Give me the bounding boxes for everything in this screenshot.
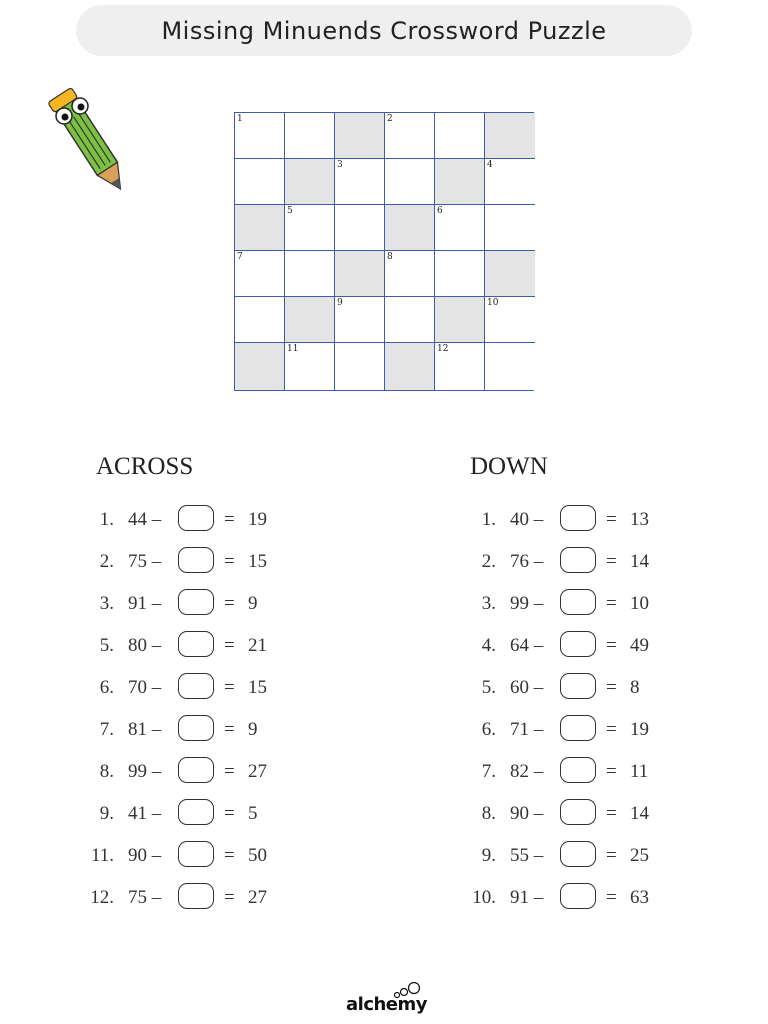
clue-minuend-expression: 44 –	[128, 509, 162, 530]
grid-cell[interactable]	[435, 251, 485, 297]
answer-box[interactable]	[560, 757, 596, 783]
answer-box[interactable]	[178, 715, 214, 741]
clue-minuend-expression: 90 –	[510, 803, 544, 824]
answer-box[interactable]	[178, 799, 214, 825]
answer-box[interactable]	[560, 631, 596, 657]
down-clue	[462, 505, 702, 533]
grid-cell[interactable]	[435, 205, 485, 251]
answer-box[interactable]	[560, 841, 596, 867]
across-clue	[80, 631, 320, 659]
clue-result: 27	[248, 887, 267, 908]
equals-sign: =	[224, 719, 235, 740]
cell-number: 2	[387, 114, 393, 124]
grid-cell[interactable]	[485, 205, 535, 251]
answer-box[interactable]	[178, 505, 214, 531]
cell-number: 12	[437, 344, 449, 354]
shaded-cell	[435, 159, 485, 205]
shaded-cell	[485, 113, 535, 159]
clue-minuend-expression: 91 –	[128, 593, 162, 614]
clue-result: 63	[630, 887, 649, 908]
grid-cell[interactable]	[335, 343, 385, 390]
clue-result: 14	[630, 803, 649, 824]
down-clue	[462, 589, 702, 617]
clue-result: 19	[248, 509, 267, 530]
grid-cell[interactable]	[385, 251, 435, 297]
equals-sign: =	[606, 845, 617, 866]
clue-minuend-expression: 41 –	[128, 803, 162, 824]
title-bar	[76, 5, 692, 56]
clue-minuend-expression: 99 –	[510, 593, 544, 614]
equals-sign: =	[606, 551, 617, 572]
clue-number: 8.	[481, 803, 496, 824]
cell-number: 1	[237, 114, 243, 124]
equals-sign: =	[224, 803, 235, 824]
page-title: Missing Minuends Crossword Puzzle	[161, 16, 607, 45]
equals-sign: =	[606, 635, 617, 656]
pencil-mascot-icon	[40, 82, 140, 212]
cell-number: 10	[487, 298, 499, 308]
across-clue	[80, 799, 320, 827]
equals-sign: =	[606, 593, 617, 614]
clue-result: 21	[248, 635, 267, 656]
answer-box[interactable]	[178, 589, 214, 615]
answer-box[interactable]	[178, 757, 214, 783]
clue-result: 15	[248, 677, 267, 698]
grid-cell[interactable]	[385, 297, 435, 343]
clue-result: 10	[630, 593, 649, 614]
grid-cell[interactable]	[285, 113, 335, 159]
across-clue	[80, 673, 320, 701]
clue-number: 12.	[90, 887, 114, 908]
clue-minuend-expression: 90 –	[128, 845, 162, 866]
clue-number: 4.	[481, 635, 496, 656]
cell-number: 5	[287, 206, 293, 216]
answer-box[interactable]	[178, 841, 214, 867]
clue-number: 7.	[481, 761, 496, 782]
clue-minuend-expression: 80 –	[128, 635, 162, 656]
equals-sign: =	[606, 677, 617, 698]
clue-number: 10.	[472, 887, 496, 908]
shaded-cell	[385, 205, 435, 251]
answer-box[interactable]	[560, 883, 596, 909]
shaded-cell	[285, 159, 335, 205]
clue-minuend-expression: 75 –	[128, 551, 162, 572]
clue-minuend-expression: 91 –	[510, 887, 544, 908]
answer-box[interactable]	[560, 505, 596, 531]
shaded-cell	[335, 251, 385, 297]
answer-box[interactable]	[560, 547, 596, 573]
shaded-cell	[435, 297, 485, 343]
grid-cell[interactable]	[385, 113, 435, 159]
equals-sign: =	[224, 509, 235, 530]
grid-cell[interactable]	[285, 205, 335, 251]
grid-cell[interactable]	[335, 159, 385, 205]
clue-result: 9	[248, 593, 258, 614]
clue-minuend-expression: 99 –	[128, 761, 162, 782]
clue-number: 8.	[99, 761, 114, 782]
shaded-cell	[385, 343, 435, 390]
grid-cell[interactable]	[485, 343, 535, 390]
clue-number: 9.	[99, 803, 114, 824]
clue-result: 49	[630, 635, 649, 656]
clue-minuend-expression: 81 –	[128, 719, 162, 740]
across-clue	[80, 757, 320, 785]
grid-cell[interactable]	[485, 297, 535, 343]
clue-number: 6.	[481, 719, 496, 740]
clue-result: 8	[630, 677, 640, 698]
clue-result: 50	[248, 845, 267, 866]
clue-result: 25	[630, 845, 649, 866]
grid-cell[interactable]	[235, 113, 285, 159]
grid-cell[interactable]	[285, 343, 335, 390]
grid-cell[interactable]	[485, 159, 535, 205]
cell-number: 8	[387, 252, 393, 262]
grid-cell[interactable]	[235, 251, 285, 297]
clue-number: 1.	[99, 509, 114, 530]
clue-number: 1.	[481, 509, 496, 530]
across-heading: ACROSS	[96, 453, 194, 480]
down-clue	[462, 883, 702, 911]
cell-number: 9	[337, 298, 343, 308]
clue-result: 19	[630, 719, 649, 740]
grid-cell[interactable]	[335, 297, 385, 343]
answer-box[interactable]	[560, 589, 596, 615]
clue-minuend-expression: 82 –	[510, 761, 544, 782]
across-clue	[80, 883, 320, 911]
cell-number: 7	[237, 252, 243, 262]
shaded-cell	[485, 251, 535, 297]
grid-cell[interactable]	[235, 297, 285, 343]
clue-number: 9.	[481, 845, 496, 866]
shaded-cell	[285, 297, 335, 343]
down-clue	[462, 715, 702, 743]
clue-minuend-expression: 40 –	[510, 509, 544, 530]
clue-number: 11.	[90, 845, 114, 866]
alchemy-logo	[346, 982, 426, 1018]
grid-cell[interactable]	[435, 113, 485, 159]
equals-sign: =	[224, 677, 235, 698]
grid-cell[interactable]	[435, 343, 485, 390]
grid-cell[interactable]	[285, 251, 335, 297]
answer-box[interactable]	[178, 547, 214, 573]
equals-sign: =	[224, 635, 235, 656]
clue-number: 7.	[99, 719, 114, 740]
clue-number: 3.	[99, 593, 114, 614]
equals-sign: =	[606, 803, 617, 824]
clue-minuend-expression: 64 –	[510, 635, 544, 656]
down-clue	[462, 757, 702, 785]
answer-box[interactable]	[178, 631, 214, 657]
across-clue	[80, 715, 320, 743]
down-clue	[462, 631, 702, 659]
equals-sign: =	[606, 761, 617, 782]
grid-cell[interactable]	[385, 159, 435, 205]
clue-minuend-expression: 55 –	[510, 845, 544, 866]
clue-number: 5.	[481, 677, 496, 698]
clue-number: 2.	[99, 551, 114, 572]
clue-minuend-expression: 76 –	[510, 551, 544, 572]
grid-cell[interactable]	[235, 159, 285, 205]
clue-minuend-expression: 71 –	[510, 719, 544, 740]
equals-sign: =	[224, 845, 235, 866]
shaded-cell	[235, 205, 285, 251]
clue-result: 9	[248, 719, 258, 740]
across-clue	[80, 589, 320, 617]
cell-number: 11	[287, 344, 299, 354]
clue-result: 15	[248, 551, 267, 572]
answer-box[interactable]	[560, 673, 596, 699]
clue-result: 14	[630, 551, 649, 572]
equals-sign: =	[606, 887, 617, 908]
equals-sign: =	[224, 551, 235, 572]
answer-box[interactable]	[560, 799, 596, 825]
down-clue	[462, 673, 702, 701]
crossword-grid	[234, 112, 534, 391]
across-clue	[80, 505, 320, 533]
clue-result: 27	[248, 761, 267, 782]
clue-minuend-expression: 75 –	[128, 887, 162, 908]
equals-sign: =	[224, 593, 235, 614]
answer-box[interactable]	[560, 715, 596, 741]
answer-box[interactable]	[178, 883, 214, 909]
cell-number: 6	[437, 206, 443, 216]
down-clue	[462, 547, 702, 575]
clue-result: 5	[248, 803, 258, 824]
clue-number: 6.	[99, 677, 114, 698]
equals-sign: =	[224, 887, 235, 908]
clue-number: 5.	[99, 635, 114, 656]
across-clue	[80, 547, 320, 575]
answer-box[interactable]	[178, 673, 214, 699]
cell-number: 3	[337, 160, 343, 170]
clue-result: 13	[630, 509, 649, 530]
equals-sign: =	[606, 719, 617, 740]
cell-number: 4	[487, 160, 493, 170]
clue-minuend-expression: 70 –	[128, 677, 162, 698]
across-clue	[80, 841, 320, 869]
shaded-cell	[235, 343, 285, 390]
clue-number: 3.	[481, 593, 496, 614]
down-heading: DOWN	[470, 453, 548, 480]
clue-result: 11	[630, 761, 649, 782]
grid-cell[interactable]	[335, 205, 385, 251]
shaded-cell	[335, 113, 385, 159]
clue-minuend-expression: 60 –	[510, 677, 544, 698]
down-clue	[462, 799, 702, 827]
clue-number: 2.	[481, 551, 496, 572]
logo-text: alchemy	[346, 994, 427, 1015]
equals-sign: =	[224, 761, 235, 782]
equals-sign: =	[606, 509, 617, 530]
down-clue	[462, 841, 702, 869]
